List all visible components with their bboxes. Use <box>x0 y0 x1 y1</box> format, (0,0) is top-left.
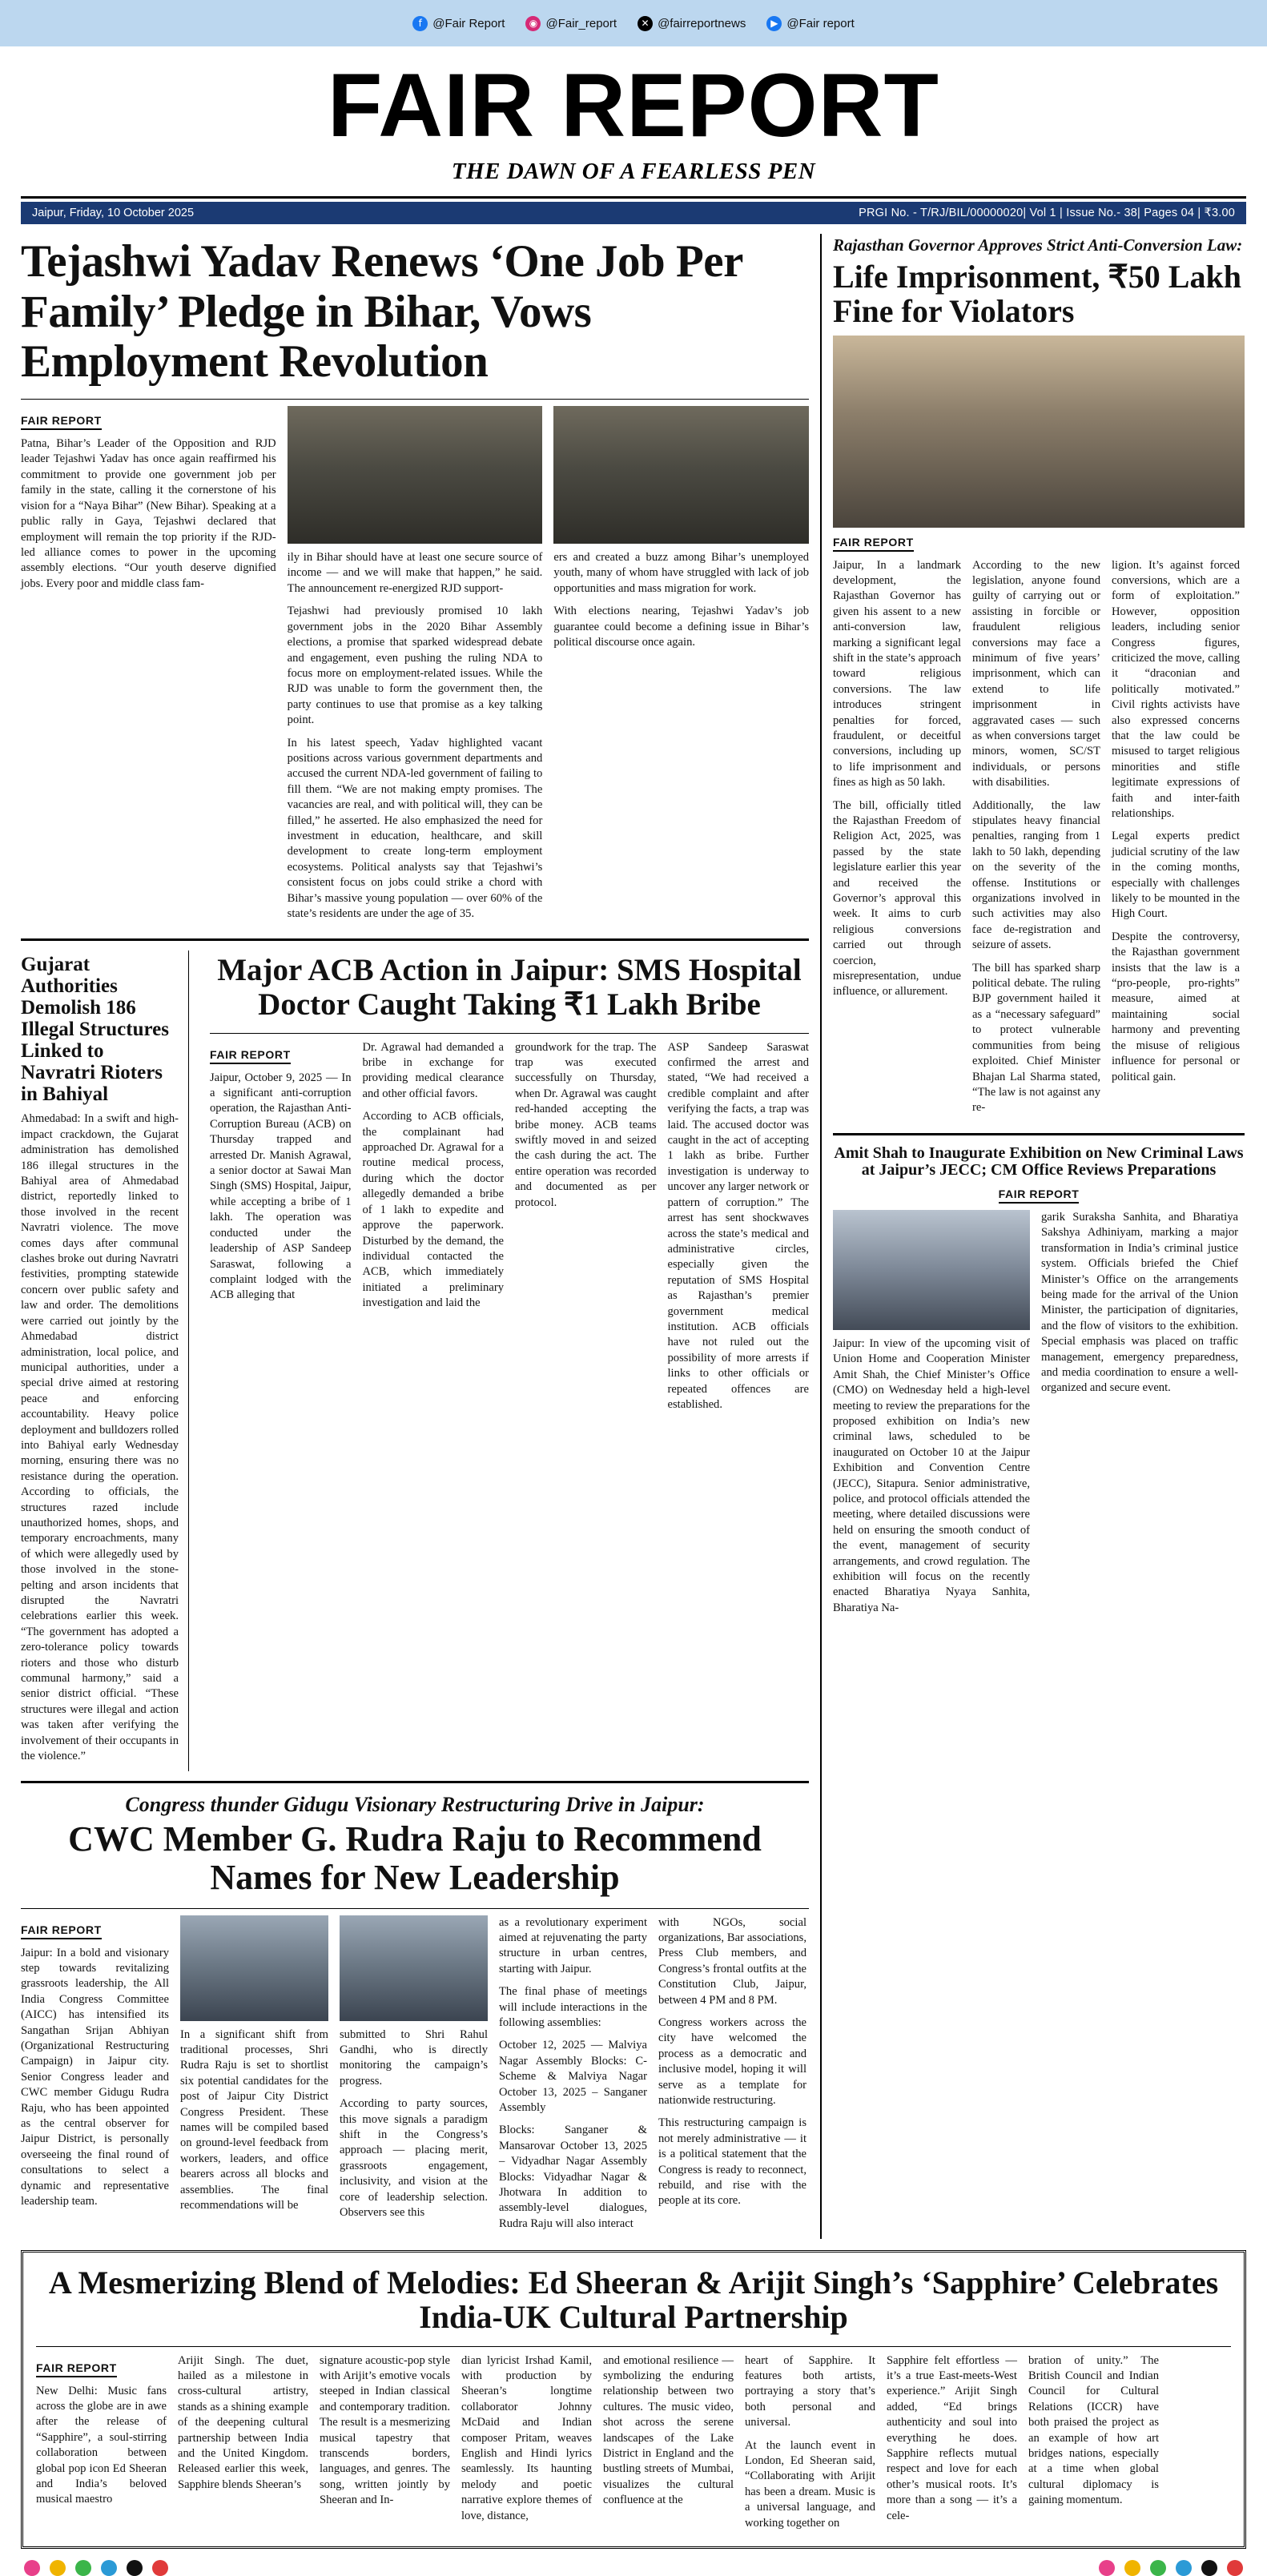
social-instagram[interactable] <box>525 16 617 31</box>
music-byline-wrap <box>36 2361 167 2377</box>
press-conference-photo-2 <box>553 406 809 544</box>
conversion-paragraph-6: ligion. It’s against forced conversions, which are a form of exploitation.” However, opposition leaders, including senior Congress figures, criticized the move, calling it “draconian and politically motivated.” Civil rights activists have also expressed concerns that the law could be misused to target religious minorities and stifle legitimate expressions of faith and inter-faith relationships. <box>1112 558 1240 821</box>
masthead-title: FAIR REPORT <box>328 55 939 155</box>
masthead-tagline: THE DAWN OF A FEARLESS PEN <box>451 159 816 184</box>
color-dot <box>1201 2560 1217 2576</box>
music-paragraph-9: bration of unity.” The British Council and Indian Council for Cultural Relations (ICCR) have both praised the project as an example of how art bridges nations, especially at a time when global cultural diplomacy is gaining momentum. <box>1028 2353 1159 2507</box>
footer-dots-left <box>24 2560 168 2576</box>
lead-headline: Tejashwi Yadav Renews ‘One Job Per Family’ Pledge in Bihar, Vows Employment Revolution <box>21 236 742 388</box>
color-dot <box>24 2560 40 2576</box>
instagram-icon: ◉ <box>525 16 541 31</box>
cwc-story <box>21 1793 809 2239</box>
lead-byline-wrap <box>21 414 276 430</box>
facebook-icon: f <box>412 16 428 31</box>
cwc-byline: FAIR REPORT <box>21 1923 102 1939</box>
cwc-byline-wrap <box>21 1923 169 1939</box>
music-divider <box>36 2346 1231 2347</box>
acb-headline: Major ACB Action in Jaipur: SMS Hospital Doctor Caught Taking ₹1 Lakh Bribe <box>217 953 802 1022</box>
acb-paragraph-4: groundwork for the trap. The trap was executed successfully on Thursday, when Dr. Agrawal was caught red-handed accepting the bribe money. ACB teams swiftly moved in and seized the cash during the act. The entire operation was recorded and documented as per protocol. <box>515 1040 657 1209</box>
acb-paragraph-1: Jaipur, October 9, 2025 — In a significant anti-corruption operation, the Rajasthan Anti-Corruption Bureau (ACB) on Thursday trapped and arrested Dr. Manish Agrawal, a senior doctor at Sawai Man Singh (SMS) Hospital, Jaipur, while accepting a bribe of 1 lakh. The operation was conducted under the leadership of ASP Sandeep Saraswat, following a complaint lodged with the ACB alleging that <box>210 1071 352 1302</box>
lead-paragraph-1: Patna, Bihar’s Leader of the Opposition and RJD leader Tejashwi Yadav has once again reaffirmed his commitment to provide one government job per family in the state, calling it the cornerstone of his vision for a “Naya Bihar” (New Bihar). Speaking at a public rally in Gaya, Tejashwi declared that employment will remain the top priority if the RJD-led alliance comes to power in the upcoming assembly elections. “Our youth deserve dignified jobs. Every poor and middle class fam- <box>21 437 276 590</box>
press-conference-photo <box>288 406 543 544</box>
section-divider-2 <box>21 1781 809 1783</box>
music-paragraph-1: New Delhi: Music fans across the globe are in awe after the release of “Sapphire”, a soul-stirring collaboration between global pop icon Ed Sheeran and India’s beloved musical maestro <box>36 2384 167 2506</box>
x-twitter-icon: ✕ <box>638 16 653 31</box>
music-byline: FAIR REPORT <box>36 2361 117 2377</box>
acb-divider <box>210 1033 809 1034</box>
music-paragraph-3: signature acoustic-pop style with Arijit’s emotive vocals steeped in Indian classical and contemporary tradition. The result is a mesmerizing musical tapestry that transcends borders, languages, and genres. The song, written jointly by Sheeran and In- <box>320 2353 450 2507</box>
social-facebook-label: @Fair Report <box>432 16 505 30</box>
music-paragraph-5: and emotional resilience — symbolizing the enduring relationship between two cultures. The music video, shot across the serene landscapes of the Lake District in England and the bustling streets of Mumbai, visualizes the cultural confluence at the <box>603 2353 734 2507</box>
color-dot <box>127 2560 143 2576</box>
conversion-paragraph-5: The bill has sparked sharp political debate. The ruling BJP government hailed it as a “necessary safeguard” to protect vulnerable communities from being exploited. Chief Minister Bhajan Lal Sharma stated, “The law is not against any re- <box>972 961 1100 1115</box>
social-youtube-label: @Fair report <box>786 16 855 30</box>
conversion-paragraph-2: The bill, officially titled the Rajasthan Freedom of Religion Act, 2025, was passed by the state legislature earlier this year and received the Governor’s approval this week. It aims to curb religious conversions carried out through coercion, misrepresentation, undue influence, or allurement. <box>833 798 961 999</box>
social-instagram-label: @Fair_report <box>545 16 617 30</box>
color-dot <box>1099 2560 1115 2576</box>
acb-paragraph-2: Dr. Agrawal had demanded a bribe in exchange for providing medical clearance and other official favors. <box>362 1040 504 1100</box>
color-dot <box>101 2560 117 2576</box>
youtube-icon: ▶ <box>766 16 782 31</box>
conversion-byline: FAIR REPORT <box>833 536 914 552</box>
music-story <box>21 2250 1246 2549</box>
acb-story <box>200 950 809 1771</box>
section-divider-1 <box>21 938 809 941</box>
conversion-byline-wrap <box>833 536 1245 552</box>
amit-headline: Amit Shah to Inaugurate Exhibition on New Criminal Laws at Jaipur’s JECC; CM Office Reviews Preparations <box>834 1143 1244 1179</box>
lead-divider <box>21 399 809 400</box>
dateline-left: Jaipur, Friday, 10 October 2025 <box>32 207 195 219</box>
cwc-paragraph-2: In a significant shift from traditional processes, Shri Rudra Raju is set to shortlist six potential candidates for the post of Jaipur City District Congress President. These names will be compiled based on ground-level feedback from workers, leaders, and office bearers across all blocks and assemblies. The final recommendations will be <box>180 2027 328 2212</box>
amit-paragraph-1: Jaipur: In view of the upcoming visit of Union Home and Cooperation Minister Amit Shah, the Chief Minister’s Office (CMO) on Wednesday held a high-level meeting to review the preparations for the proposed exhibition on India’s new criminal laws, scheduled to be inaugurated on October 10 at the Jaipur Exhibition and Convention Centre (JECC), Sitapura. Senior administrative, police, and protocol officials attended the meeting, where detailed discussions were held on ensuring the smooth conduct of the event, management of security arrangements, and crowd regulation. The exhibition will focus on the recently enacted Bharatiya Nyaya Sanhita, Bharatiya Na- <box>833 1336 1030 1614</box>
color-dot <box>1150 2560 1166 2576</box>
section-divider-3 <box>833 1133 1245 1135</box>
gujarat-body: Ahmedabad: In a swift and high-impact crackdown, the Gujarat administration has demolished 186 illegal structures in the Bahiyal area of Ahmedabad district, reportedly linked to those involved in the recent Navratri violence. The move comes days after communal clashes broke out during Navratri festivities, prompting statewide concern over public safety and law and order. The demolitions were carried out jointly by the Ahmedabad district administration, local police, and municipal authorities, under a special drive aimed at restoring peace and enforcing accountability. Heavy police deployment and bulldozers rolled into Bahiyal early Wednesday morning, ensuring there was no resistance during the operation. According to officials, the structures razed include unauthorized homes, shops, and temporary encroachments, many of which were allegedly used by those involved in the stone-pelting and arson incidents that disrupted the Navratri celebrations earlier this week. “The government has adopted a zero-tolerance policy towards rioters and those who disturb communal harmony,” said a senior district official. “These structures were illegal and action was taken after verifying the involvement of their occupants in the violence.” <box>21 1112 179 1763</box>
color-dot <box>50 2560 66 2576</box>
cwc-paragraph-5: as a revolutionary experiment aimed at rejuvenating the party structure in urban centres, starting with Jaipur. <box>499 1915 647 1975</box>
cwc-divider <box>21 1908 809 1909</box>
acb-paragraph-5: ASP Sandeep Saraswat confirmed the arrest and stated, “We had received a credible complaint and after verifying the facts, a trap was laid. The accused doctor was caught in the act of accepting 1 lakh as bribe. Further investigation is underway to uncover any larger network or pattern of corruption.” The arrest has sent shockwaves across the state’s medical and administrative circles, especially given the reputation of SMS Hospital as Rajasthan’s premier government medical institution. ACB officials have not ruled out the possibility of more arrests if links to other officials or repeated offences are established. <box>667 1040 809 1411</box>
color-dot <box>1176 2560 1192 2576</box>
acb-byline: FAIR REPORT <box>210 1048 291 1064</box>
rudra-raju-photo <box>180 1915 328 2021</box>
gujarat-story <box>21 950 189 1771</box>
lead-paragraph-6: With elections nearing, Tejashwi Yadav’s job guarantee could become a defining issue in Bihar’s political discourse once again. <box>553 605 810 649</box>
music-paragraph-7: At the launch event in London, Ed Sheeran said, “Collaborating with Arijit has been a dream. Music is a universal language, and working together on <box>745 2438 875 2530</box>
music-paragraph-8: Sapphire felt effortless — it’s a true East-meets-West experience.” Arijit Singh added, “Ed brings authenticity and soul into everything he does. Sapphire reflects mutual respect and love for each other’s musical roots. It’s more than a song — it’s a cele- <box>887 2353 1017 2522</box>
amit-paragraph-2: garik Suraksha Sanhita, and Bharatiya Sakshya Adhiniyam, marking a major transformation in India’s criminal justice system. Officials briefed the Chief Minister’s Office on the arrangements being made for the arrival of the Union Minister, the participation of dignitaries, and the flow of visitors to the exhibition. Special emphasis was placed on traffic management, emergency preparedness, and media coordination to ensure a well-organized and secure event. <box>1041 1210 1238 1395</box>
footer-color-dots <box>21 2560 1246 2576</box>
social-x-label: @fairreportnews <box>658 16 746 30</box>
amit-shah-photo <box>833 1210 1030 1330</box>
social-youtube[interactable] <box>766 16 854 31</box>
masthead-divider <box>21 196 1246 199</box>
right-column <box>822 234 1245 2239</box>
cwc-paragraph-8: Blocks: Sanganer & Mansarovar October 13, 2025 – Vidyadhar Nagar Assembly Blocks: Vidyadhar Nagar & Jhotwara In addition to assembly-level dialogues, Rudra Raju will also interact <box>499 2124 647 2230</box>
gujarat-acb-row <box>21 950 809 1771</box>
cwc-headline: CWC Member G. Rudra Raju to Recommend Names for New Leadership <box>68 1819 762 1897</box>
cwc-paragraph-11: This restructuring campaign is not merely administrative — it is a political statement that the Congress is ready to reconnect, rebuild, and rise with the people at its core. <box>658 2116 806 2208</box>
cwc-paragraph-3: submitted to Shri Rahul Gandhi, who is directly monitoring the campaign’s progress. <box>340 2027 488 2088</box>
color-dot <box>1124 2560 1140 2576</box>
conversion-paragraph-8: Despite the controversy, the Rajasthan government insists that the law is a “pro-people, pro-rights” measure, aimed at maintaining social harmony and preventing the misuse of religious influence for personal or political gain. <box>1112 930 1240 1083</box>
left-column <box>21 234 822 2239</box>
cwc-paragraph-6: The final phase of meetings will include interactions in the following assemblies: <box>499 1985 647 2029</box>
acb-byline-wrap <box>210 1048 352 1064</box>
amit-byline-wrap <box>833 1188 1245 1204</box>
color-dot <box>1227 2560 1243 2576</box>
conversion-paragraph-1: Jaipur, In a landmark development, the Rajasthan Governor has given his assent to a new anti-conversion law, marking a significant legal shift in the state’s approach toward religious conversions. The law introduces stringent penalties for forced, fraudulent, or deceitful conversions, including up to life imprisonment and fines as high as 50 lakh. <box>833 558 961 790</box>
lead-paragraph-4: Tejashwi had previously promised 10 lakh government jobs in the 2020 Bihar Assembly elections, a promise that sparked widespread debate and engagement, even pushing the ruling NDA to focus more on employment-related issues. While the RJD was unable to form the government then, the party continues to use that promise as a key talking point. <box>287 605 543 727</box>
conversion-paragraph-3: According to the new legislation, anyone found guilty of carrying out or assisting in forcible or fraudulent religious conversions may face a minimum of five years’ imprisonment, which can extend to life imprisonment in aggravated cases — such as when conversions target minors, women, SC/ST individuals, or persons with disabilities. <box>972 558 1100 790</box>
music-paragraph-2: Arijit Singh. The duet, hailed as a milestone in cross-cultural artistry, stands as a shining example of the deepening cultural partnership between India and the United Kingdom. Released earlier this week, Sapphire blends Sheeran’s <box>178 2353 308 2491</box>
dateline-bar <box>21 202 1246 224</box>
color-dot <box>75 2560 91 2576</box>
social-x[interactable] <box>638 16 746 31</box>
cwc-paragraph-7: October 12, 2025 — Malviya Nagar Assembly Blocks: C-Scheme & Malviya Nagar October 13, 2025 – Sanganer Assembly <box>499 2039 647 2114</box>
social-facebook[interactable] <box>412 16 505 31</box>
conversion-paragraph-7: Legal experts predict judicial scrutiny of the law in the coming months, especially with challenges likely to be mounted in the High Court. <box>1112 830 1240 921</box>
conversion-paragraph-4: Additionally, the law stipulates heavy financial penalties, ranging from 1 lakh to 50 lakh, depending on the severity of the offense. Institutions or organizations involved in such activities may also face de-registration and seizure of assets. <box>972 798 1100 952</box>
music-paragraph-6: heart of Sapphire. It features both artists, portraying a story that’s both personal and universal. <box>745 2353 875 2429</box>
gujarat-headline: Gujarat Authorities Demolish 186 Illegal Structures Linked to Navratri Rioters in Bahiyal <box>21 954 169 1106</box>
social-bar <box>0 0 1267 46</box>
footer-dots-right <box>1099 2560 1243 2576</box>
lead-paragraph-2: ily in Bihar should have at least one secure source of income — and we will make that happen,” he said. The announcement re-energized RJD support- <box>287 551 543 595</box>
rudra-raju-photo-2 <box>340 1915 488 2021</box>
cwc-paragraph-9: with NGOs, social organizations, Bar associations, Press Club members, and Congress’s frontal outfits at the Constitution Club, Jaipur, between 4 PM and 8 PM. <box>658 1915 806 2007</box>
conversion-headline: Life Imprisonment, ₹50 Lakh Fine for Violators <box>833 259 1241 330</box>
acb-paragraph-3: According to ACB officials, the complainant had approached Dr. Agrawal for a routine medical process, during which the doctor allegedly demanded a bribe of 1 lakh to expedite and approve the paperwork. Disturbed by the demand, the individual contacted the ACB, which immediately initiated a preliminary investigation and laid the <box>362 1110 504 1310</box>
color-dot <box>152 2560 168 2576</box>
cwc-paragraph-1: Jaipur: In a bold and visionary step towards revitalizing grassroots leadership, the All India Congress Committee (AICC) has intensified its Sangathan Srijan Abhiyan (Organizational Restructuring Campaign) in Jaipur city. Senior Congress leader and CWC member Gidugu Rudra Raju, who has been appointed as the central observer for Jaipur District, is personally overseeing the final round of consultations to select a dynamic and representative leadership team. <box>21 1946 169 2208</box>
music-headline: A Mesmerizing Blend of Melodies: Ed Sheeran & Arijit Singh’s ‘Sapphire’ Celebrates India-UK Cultural Partnership <box>48 2265 1219 2336</box>
cwc-kicker: Congress thunder Gidugu Visionary Restructuring Drive in Jaipur: <box>125 1793 705 1817</box>
dateline-right: PRGI No. - T/RJ/BIL/00000020| Vol 1 | Issue No.- 38| Pages 04 | ₹3.00 <box>859 207 1235 219</box>
amit-byline: FAIR REPORT <box>999 1188 1080 1204</box>
main-content <box>21 234 1246 2239</box>
music-paragraph-4: dian lyricist Irshad Kamil, with production by Sheeran’s longtime collaborator Johnny McDaid and Indian composer Pritam, weaves English and Hindi lyrics seamlessly. Its haunting melody and poetic narrative explore themes of love, distance, <box>461 2353 592 2522</box>
lead-paragraph-3: ers and created a buzz among Bihar’s unemployed youth, many of whom have struggled with lack of job opportunities and mass migration for work. <box>553 551 810 595</box>
cwc-paragraph-4: According to party sources, this move signals a paradigm shift in the Congress’s approach — placing merit, grassroots engagement, inclusivity, and vision at the core of leadership selection. Observers see this <box>340 2097 488 2219</box>
lead-byline: FAIR REPORT <box>21 414 102 430</box>
conversion-kicker: Rajasthan Governor Approves Strict Anti-Conversion Law: <box>833 235 1243 255</box>
amit-story <box>833 1145 1245 1624</box>
masthead <box>21 46 1246 199</box>
lead-paragraph-5: In his latest speech, Yadav highlighted vacant positions across various government departments and accused the current NDA-led government of failing to fill them. “We are not making empty promises. The vacancies are real, and with political will, they can be filled,” he asserted. He also emphasized the need for investment in education, healthcare, and skill development to create long-term employment ecosystems. Political analysts say that Tejashwi’s consistent focus on jobs could strike a chord with Bihar’s massive young population — over 60% of the state’s residents are under the age of 35. <box>287 736 543 920</box>
cwc-paragraph-10: Congress workers across the city have welcomed the process as a democratic and inclusive model, hoping it will serve as a template for nationwide restructuring. <box>658 2015 806 2107</box>
governor-portrait-photo <box>833 336 1245 528</box>
